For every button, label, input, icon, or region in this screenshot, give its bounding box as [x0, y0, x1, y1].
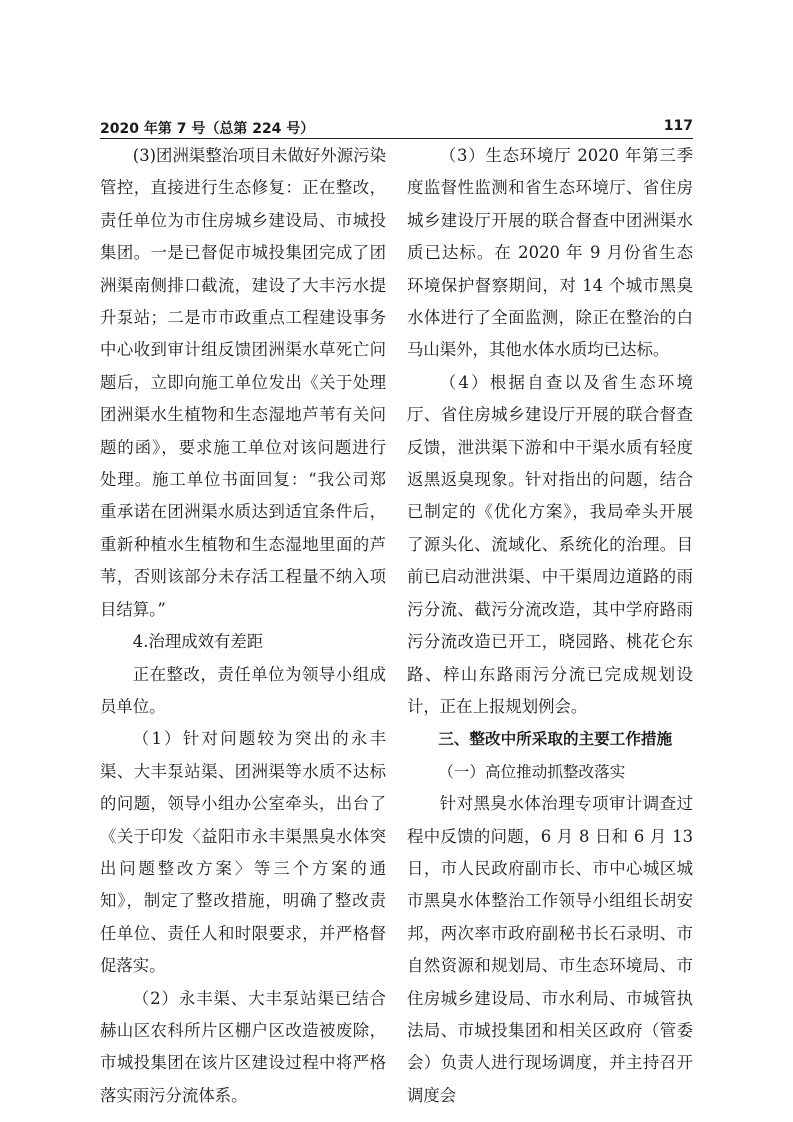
body-paragraph: （3）生态环境厅 2020 年第三季度监督性监测和省生态环境厅、省住房城乡建设厅开展的联合督查中团洲渠水质已达标。在 2020 年 9 月份省生态环境保护督察期间，对 14 个城市黑臭水体进行了全面监测，除正在整治的白马山渠外，其他水体水质均已达标。 [407, 146, 693, 360]
left-column [100, 140, 386, 1112]
subsection-heading: （一）高位推动抓整改落实 [438, 762, 626, 781]
right-column [407, 140, 693, 1112]
section-heading: 三、整改中所采取的主要工作措施 [438, 730, 673, 749]
body-paragraph: (3)团洲渠整治项目未做好外源污染管控，直接进行生态修复：正在整改，责任单位为市住房城乡建设局、市城投集团。一是已督促市城投集团完成了团洲渠南侧排口截流，建设了大丰污水提升泵站；二是市市政重点工程建设事务中心收到审计组反馈团洲渠水草死亡问题后，立即向施工单位发出《关于处理团洲渠水生植物和生态湿地芦苇有关问题的函》，要求施工单位对该问题进行处理。施工单位书面回复：“我公司郑重承诺在团洲渠水质达到适宜条件后，重新种植水生植物和生态湿地里面的芦苇，否则该部分未存活工程量不纳入项目结算。” [100, 146, 386, 619]
journal-issue: 2020 年第 7 号（总第 224 号） [100, 121, 315, 137]
page-number: 117 [663, 118, 693, 134]
body-paragraph: 4.治理成效有差距 [132, 632, 264, 652]
body-paragraph: （4）根据自查以及省生态环境厅、省住房城乡建设厅开展的联合督查反馈，泄洪渠下游和中干渠水质有轻度返黑返臭现象。针对指出的问题，结合已制定的《优化方案》，我局牵头开展了源头化、流域化、系统化的治理。目前已启动泄洪渠、中干渠周边道路的雨污分流、截污分流改造，其中学府路雨污分流改造已开工，晓园路、桃花仑东路、梓山东路雨污分流已完成规划设计，正在上报规划例会。 [407, 372, 693, 716]
body-paragraph: （2）永丰渠、大丰泵站渠已结合赫山区农科所片区棚户区改造被废除，市城投集团在该片区建设过程中将严格落实雨污分流体系。 [100, 988, 386, 1105]
body-paragraph: 针对黑臭水体治理专项审计调查过程中反馈的问题，6 月 8 日和 6 月 13 日，市人民政府副市长、市中心城区城市黑臭水体整治工作领导小组组长胡安邦，两次率市政府副秘书长石录明、市自然资源和规划局、市生态环境局、市住房城乡建设局、市水利局、市城管执法局、市城投集团和相关区政府（管委会）负责人进行现场调度，并主持召开调度会 [407, 794, 693, 1105]
body-paragraph: 正在整改，责任单位为领导小组成员单位。 [100, 664, 386, 716]
page-header [100, 116, 693, 139]
body-paragraph: （1）针对问题较为突出的永丰渠、大丰泵站渠、团洲渠等水质不达标的问题，领导小组办公室牵头，出台了《关于印发〈益阳市永丰渠黑臭水体突出问题整改方案〉等三个方案的通知》，制定了整改措施，明确了整改责任单位、责任人和时限要求，并严格督促落实。 [100, 729, 386, 976]
